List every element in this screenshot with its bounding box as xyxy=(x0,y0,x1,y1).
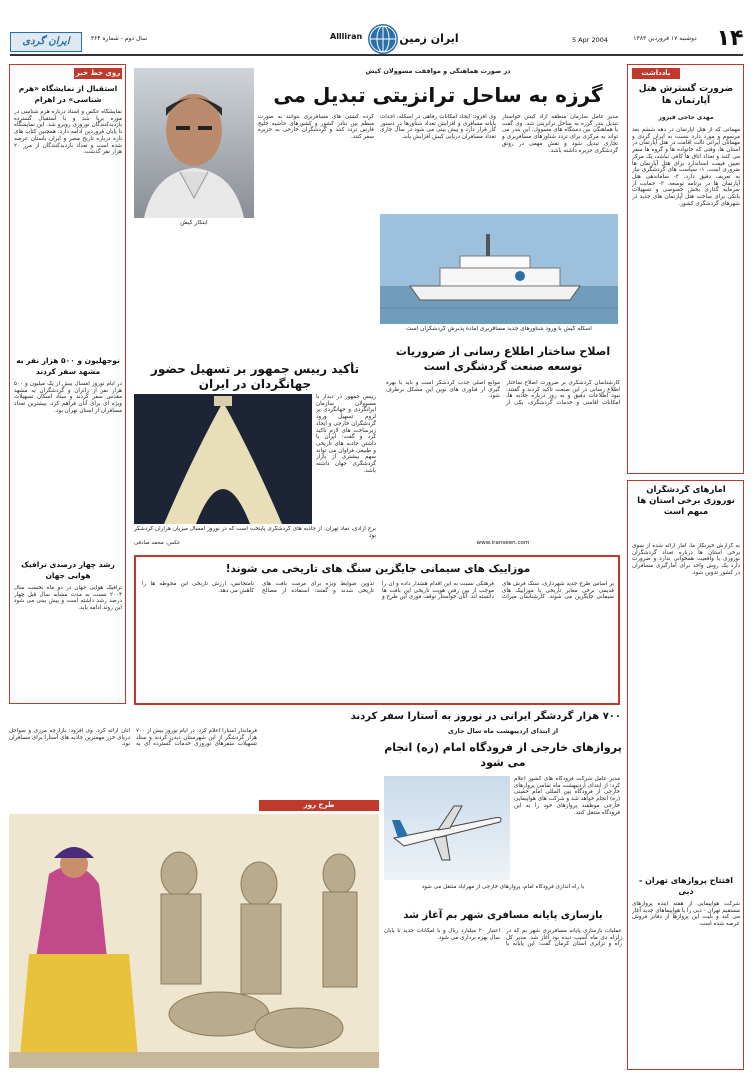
date-persian: دوشنبه ۱۷ فروردین ۱۳۸۳ xyxy=(633,36,697,42)
news-item-2-body: در ایام نوروز امسال بیش از یک میلیون و ۵۰۰ هزار نفر از زائران و گردشگران به مشهد مقدس سفر کردند و ستاد اسکان تسهیلات ویژه ای برای آنان فراهم کرد. بیشترین تعداد مسافران از استان تهران بود. xyxy=(14,381,122,414)
main-body-3: کرده کشتی های مسافربری بتوانند به صورت منظم بین بنادر کشور و کشورهای حاشیه خلیج فارس تردد کنند و گردشگران خارجی به جزیره سفر کنند. xyxy=(258,114,374,141)
column-label: یادداشت xyxy=(632,68,680,79)
news-label: روی خط خبر xyxy=(75,69,121,77)
bam-headline: بازسازی پایانه مسافری شهر بم آغاز شد xyxy=(403,910,603,921)
president-body: رییس جمهور در دیدار با مسوولان سازمان ایرانگردی و جهانگردی بر لزوم تسهیل ورود گردشگران خارجی و ایجاد زیرساخت های لازم تاکید کرد و گفت: ایران با داشتن جاذبه های تاریخی و طبیعی فراوان می تواند سهم بیشتری از بازار گردشگری جهان داشته باشد. xyxy=(316,394,376,474)
astara-headline: ۷۰۰ هزار گردشگر ایرانی در نوروز به آستارا سفر کردند xyxy=(350,711,621,722)
design-label: طرح روز xyxy=(259,800,379,811)
mosaic-headline: موزاییک های سیمانی جایگزین سنگ های تاریخی می شوند! xyxy=(225,563,531,575)
azadi-photo-caption: برج آزادی، نماد تهران، از جاذبه های گردشگری پایتخت است که در نوروز امسال میزبان هزاران گردشگر بود xyxy=(134,526,376,539)
portrait-caption: ابتکار کیش xyxy=(180,220,208,226)
news-item-3-body: ترافیک هوایی جهان در دو ماه نخست سال ۲۰۰۴ نسبت به مدت مشابه سال قبل چهار درصد رشد داشته است و پیش بینی می شود این روند ادامه یابد. xyxy=(14,585,122,612)
persepolis-relief-illustration xyxy=(9,814,379,1068)
stats-body: به گزارش خبرنگار ما، آمار ارائه شده از سوی برخی استان ها درباره تعداد گردشگران نوروزی با واقعیت همخوانی ندارد و ضرورت دارد یک روش واحد برای آمارگیری مسافران در کشور تدوین شود. xyxy=(632,543,740,576)
column-body: مهمانی که از هتل آپارتمان در دهه ششم بعد مرسوم و مورد دارد نسبت به ایران گردی و مهمانان ایرانی ثالث اقامت در هتل آپارتمان در استان ها، وقتی که خانواده ها و گروه ها سفر می کنند و تعداد اتاق ها کافی نباشد، یک مرکز تعیین قیمت استاندارد برای هتل آپارتمان ها ضروری است. ۱- سیاست های گردشگری نیاز به تعریف دقیق دارد. ۲- ساماندهی هتل آپارتمان ها در برنامه توسعه. ۳- حمایت از سرمایه گذاری بخش خصوصی و تسهیلات بانکی برای ساخت هتل آپارتمان های جدید در شهرهای گردشگری کشور. xyxy=(632,127,740,207)
airplane-illustration xyxy=(384,776,510,880)
main-kicker: در صورت هماهنگی و موافقت مسوولان کیش xyxy=(365,68,511,75)
header-rule xyxy=(10,54,743,56)
info-body: کارشناسان گردشگری بر ضرورت اصلاح ساختار اطلاع رسانی در این صنعت تاکید کردند و گفتند: نبود اطلاعات دقیق و به روز درباره جاذبه ها، امکانات اقامتی و خدمات گردشگری، یکی از موانع اصلی جذب گردشگر است و باید با بهره گیری از فناوری های نوین این مشکل برطرف شود. xyxy=(386,380,620,407)
portrait-photo xyxy=(134,68,254,218)
azadi-tower-illustration xyxy=(134,394,312,524)
page-number: ۱۴ xyxy=(716,26,744,51)
president-headline: تأکید رییس جمهور بر تسهیل حضور جهانگردان در ایران xyxy=(150,362,360,391)
design-of-day xyxy=(9,800,379,1068)
site-name-english: Allliran xyxy=(330,32,363,41)
issue-number: سال دوم - شماره ۳۶۴ xyxy=(90,36,148,42)
bam-body: عملیات بازسازی پایانه مسافربری شهر بم که در زلزله دی ماه آسیب دیده بود آغاز شد. مدیر کل راه و ترابری استان کرمان گفت: این پایانه با اعتبار ۲۰ میلیارد ریال و با امکانات جدید تا پایان سال بهره برداری می شود. xyxy=(384,928,622,948)
masthead xyxy=(0,0,753,58)
ship-photo xyxy=(380,214,618,324)
column-author: مهدی حاجی فیروز xyxy=(658,115,714,121)
dubai-flights-title: افتتاح پروازهای تهران - دبی xyxy=(639,876,733,896)
news-item-3-title: رشد چهار درصدی ترافیک هوایی جهان xyxy=(21,560,115,580)
info-website: www.iranseen.com xyxy=(476,540,530,546)
info-headline: اصلاح ساختار اطلاع رسانی از ضروریات توسعه صنعت گردشگری است xyxy=(395,345,611,373)
date-english: 5 Apr 2004 xyxy=(571,36,609,44)
airport-body: مدیر عامل شرکت فرودگاه های کشور اعلام کرد: از ابتدای اردیبهشت ماه تمامی پروازهای خارجی از فرودگاه بین المللی امام خمینی (ره) انجام خواهد شد و شرکت های هواپیمایی خارجی موظفند پروازهای خود را به این فرودگاه منتقل کنند. xyxy=(514,776,620,816)
astara-body: فرماندار آستارا اعلام کرد: در ایام نوروز بیش از ۷۰۰ هزار گردشگر از این شهرستان دیدن کردند و ستاد تسهیلات سفرهای نوروزی خدمات گسترده ای به آنان ارائه کرد. وی افزود: بازارچه مرزی و سواحل دریای خزر مهمترین جاذبه های آستارا برای مسافران بود. xyxy=(9,728,257,748)
airport-headline: پروازهای خارجی از فرودگاه امام (ره) انجام می شود xyxy=(384,741,622,769)
supplement-logo-text: ایران گردی xyxy=(22,36,70,47)
dubai-flights-body: شرکت هواپیمایی از هفته آینده پروازهای مستقیم تهران - دبی را با هواپیماهای جدید آغاز می کند و بلیت این پروازها از دفاتر فروش عرضه شده است. xyxy=(632,901,740,928)
main-story xyxy=(130,64,622,374)
supplement-logo xyxy=(10,32,82,52)
stats-title: آمارهای گردشگران نوروزی برخی استان ها مبهم است xyxy=(637,485,735,517)
main-body-2: وی افزود: ایجاد امکانات رفاهی در اسکله، احداث پایانه مسافری و افزایش تعداد شناورها در دستور کار قرار دارد و پیش بینی می شود در سال جاری تعداد مسافران دریایی کیش افزایش یابد. xyxy=(380,114,496,141)
left-column xyxy=(9,64,126,704)
right-column-2 xyxy=(627,480,744,1070)
bam-story xyxy=(384,908,622,1068)
azadi-photo-credit: عکس: محمد صادقی xyxy=(134,540,181,546)
airplane-caption: با راه اندازی فرودگاه امام، پروازهای خارجی از مهرآباد منتقل می شود xyxy=(421,884,585,890)
main-headline: گرزه به ساحل ترانزیتی تبدیل می xyxy=(273,83,603,107)
right-column xyxy=(627,64,744,474)
mosaic-box xyxy=(134,555,620,705)
airport-kicker: از ابتدای اردیبهشت ماه سال جاری xyxy=(447,728,559,735)
president-story xyxy=(130,360,380,550)
news-item-1-body: نمایشگاه عکس و اسناد درباره هرم شناسی در موزه برپا شد و با استقبال گسترده بازدیدکنندگان نوروزی روبرو شد. این نمایشگاه تا پایان فروردین ادامه دارد. همچنین کتاب های تازه درباره تاریخ مصر و ایران باستان عرضه شده است و تعداد بازدیدکنندگان از مرز ۲۰ هزار نفر گذشت. xyxy=(14,109,122,156)
ship-caption: اسکله کیش با ورود شناورهای جدید مسافربری آماده پذیرش گردشگران است xyxy=(406,326,592,332)
mosaic-body: بر اساس طرح جدید شهرداری، سنگ فرش های قدیمی برخی معابر تاریخی با موزاییک های سیمانی جایگزین می شوند. کارشناسان میراث فرهنگی نسبت به این اقدام هشدار داده و آن را موجب از بین رفتن هویت تاریخی این بافت ها دانسته اند. آنان خواستار توقف فوری این طرح و تدوین ضوابط ویژه برای مرمت بافت های تاریخی شدند و گفتند: استفاده از مصالح نامتجانس، ارزش تاریخی این محوطه ها را کاهش می دهد. xyxy=(142,581,614,601)
globe-icon xyxy=(368,24,398,54)
airport-story xyxy=(384,728,622,906)
site-name-persian: ایران زمین xyxy=(399,32,459,45)
news-item-1-title: استقبال از نمایشگاه «هرم شناسی» در اهرام xyxy=(18,84,118,104)
column-title: ضرورت گسترش هتل آپارتمان ها xyxy=(638,84,734,106)
info-story xyxy=(384,340,622,550)
design-illustration xyxy=(9,814,379,1068)
azadi-tower-photo xyxy=(134,394,312,524)
ship-illustration xyxy=(380,214,618,324)
main-body-1: مدیر عامل سازمان منطقه آزاد کیش خواستار تبدیل بندر گرزه به ساحل ترانزیتی شد. وی گفت با هماهنگی بین دستگاه های مسوول، این بندر می تواند به مرکزی برای تردد شناورهای مسافربری و تجاری تبدیل شود و نقش مهمی در رونق گردشگری جزیره داشته باشد. xyxy=(502,114,618,154)
site-logo xyxy=(330,24,460,54)
airplane-photo xyxy=(384,776,510,880)
news-item-2-title: نوحهلیون و ۵۰۰ هزار نفر به مشهد سفر کردند xyxy=(16,356,120,376)
portrait-figure xyxy=(134,68,254,218)
